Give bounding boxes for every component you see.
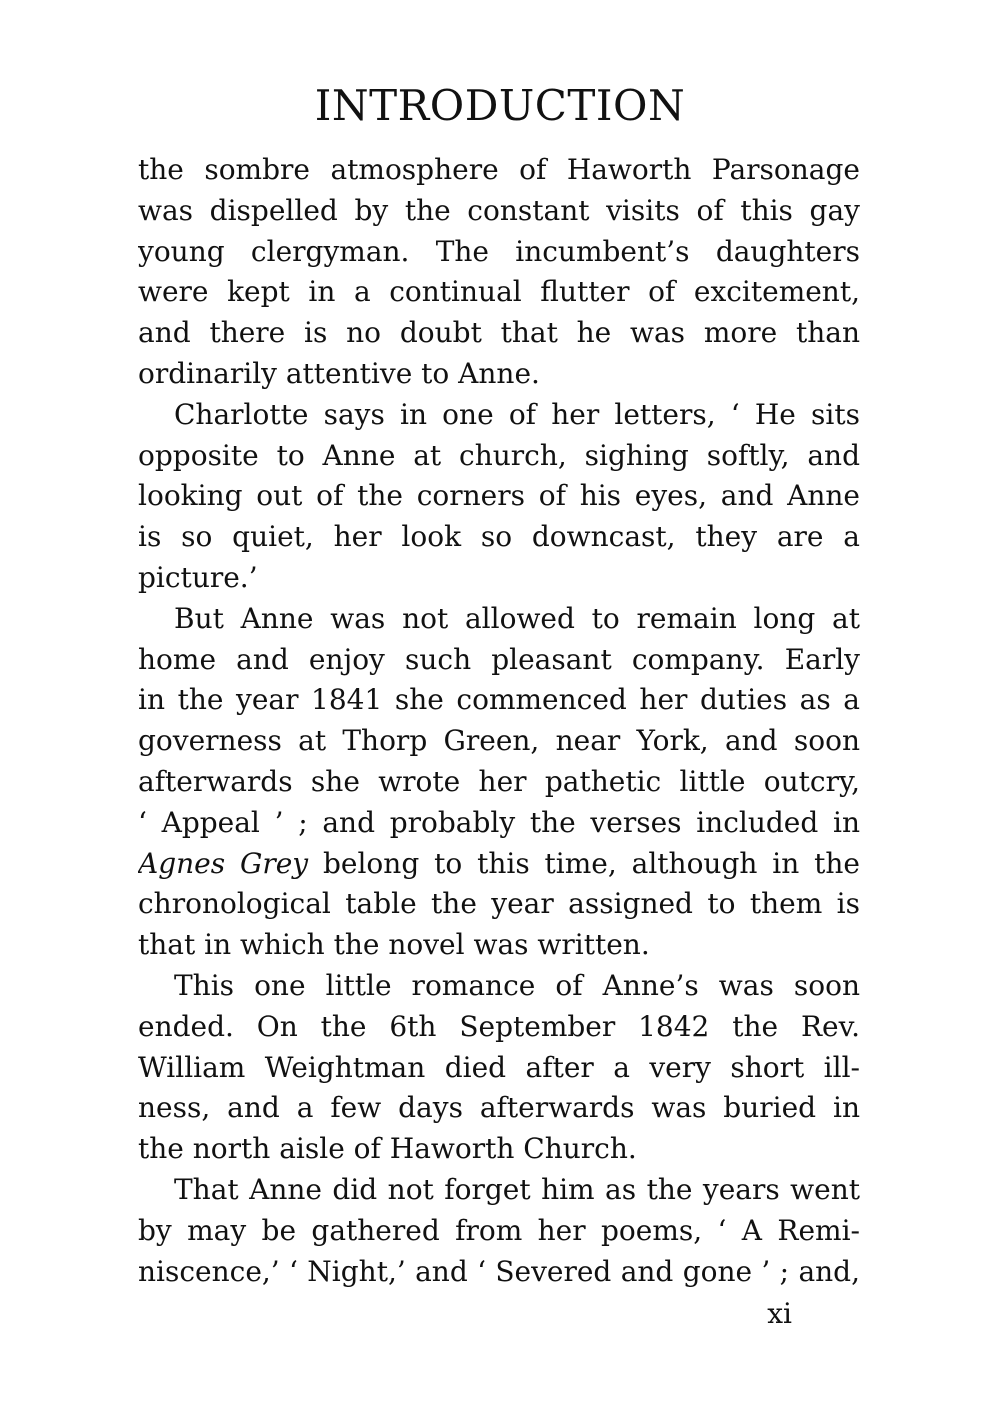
text-line: chronological table the year assigned to them is [138, 887, 860, 921]
text-line: in the year 1841 she commenced her duties as a [138, 683, 860, 717]
text-line: ordinarily attentive to Anne. [138, 356, 540, 390]
paragraph [138, 599, 860, 966]
text-line: afterwards she wrote her pathetic little outcry, [138, 764, 860, 798]
text-line: looking out of the corners of his eyes, and Anne [138, 479, 860, 513]
text-line: home and enjoy such pleasant company. Early [138, 642, 860, 676]
paragraph [138, 395, 860, 599]
book-title-italic: Agnes Grey [138, 846, 309, 880]
text-line-with-italic: Agnes Grey belong to this time, although in the [138, 846, 860, 880]
text-line: ‘ Appeal ’ ; and probably the verses included in [138, 805, 860, 839]
body-text [138, 150, 860, 1292]
text-line: that in which the novel was written. [138, 928, 650, 962]
page-number: xi [767, 1297, 792, 1330]
text-line: governess at Thorp Green, near York, and soon [138, 724, 860, 758]
text-line: opposite to Anne at church, sighing softly, and [138, 438, 860, 472]
running-head-title: INTRODUCTION [314, 81, 686, 130]
text-line: were kept in a continual flutter of excitement, [138, 275, 860, 309]
text-line: young clergyman. The incumbent’s daughters [138, 234, 860, 268]
text-line: Charlotte says in one of her letters, ‘ He sits [174, 397, 860, 431]
text-line: by may be gathered from her poems, ‘ A Remi- [138, 1213, 860, 1247]
text-line: ended. On the 6th September 1842 the Rev. [138, 1009, 860, 1043]
text-line: William Weightman died after a very short ill- [138, 1050, 860, 1084]
text-line: That Anne did not forget him as the years went [174, 1172, 860, 1206]
text-line: is so quiet, her look so downcast, they are a [138, 520, 860, 554]
text-line: picture.’ [138, 560, 258, 594]
text-line: was dispelled by the constant visits of this gay [138, 193, 860, 227]
paragraph [138, 150, 860, 395]
text-line: But Anne was not allowed to remain long at [174, 601, 860, 635]
text-line: ness, and a few days afterwards was buried in [138, 1091, 860, 1125]
text-line: and there is no doubt that he was more than [138, 316, 860, 350]
text-line: niscence,’ ‘ Night,’ and ‘ Severed and gone ’ ; and, [138, 1254, 860, 1288]
text-line: This one little romance of Anne’s was soon [174, 968, 860, 1002]
text-line: the north aisle of Haworth Church. [138, 1132, 637, 1166]
text-line: the sombre atmosphere of Haworth Parsonage [138, 153, 860, 186]
paragraph [138, 1170, 860, 1292]
paragraph [138, 966, 860, 1170]
